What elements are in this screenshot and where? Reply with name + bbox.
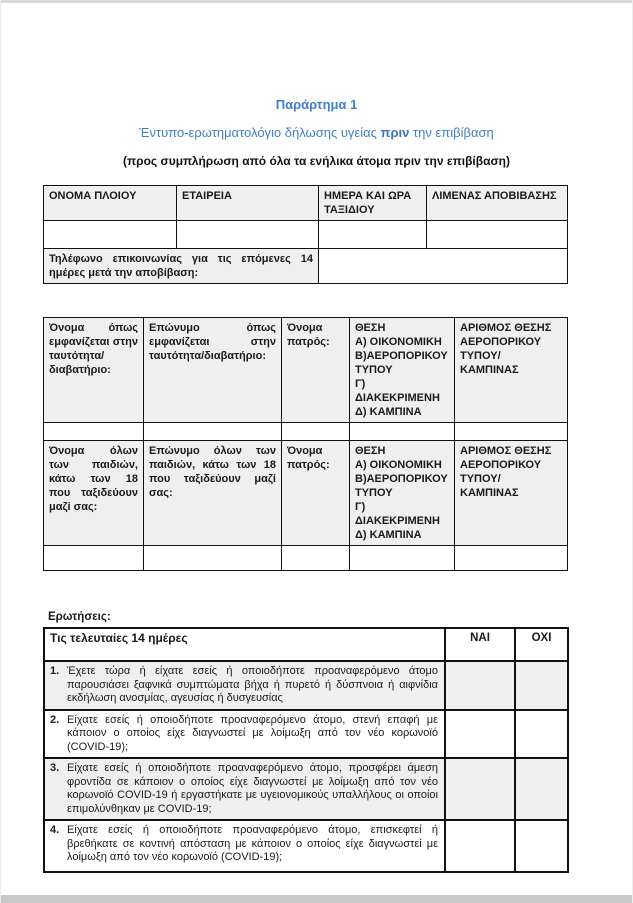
adult-father-name-label: Όνομα πατρός: [282, 318, 350, 423]
travel-datetime-input-cell[interactable] [319, 221, 427, 249]
questions-period-header: Τις τελευταίες 14 ημέρες [44, 628, 445, 661]
disembark-port-header: ΛΙΜΕΝΑΣ ΑΠΟΒΙΒΑΣΗΣ [427, 186, 568, 221]
adult-seat-number-label: ΑΡΙΘΜΟΣ ΘΕΣΗΣ ΑΕΡΟΠΟΡΙΚΟΥ ΤΥΠΟΥ/ ΚΑΜΠΙΝΑΣ [455, 318, 568, 423]
ship-name-header: ΟΝΟΜΑ ΠΛΟΙΟΥ [44, 186, 177, 221]
question-4-yes-cell[interactable] [445, 820, 515, 872]
yes-column-header: ΝΑΙ [445, 628, 515, 661]
seat-class-line: Δ) ΚΑΜΠΙΝΑ [355, 529, 422, 541]
children-seat-number-label: ΑΡΙΘΜΟΣ ΘΕΣΗΣ ΑΕΡΟΠΟΡΙΚΟΥ ΤΥΠΟΥ/ ΚΑΜΠΙΝΑΣ [455, 441, 568, 546]
page-top-edge [1, 0, 632, 3]
children-surname-label: Επώνυμο όλων των παιδιών, κάτω των 18 που ταξιδεύουν μαζί σας: [144, 441, 282, 546]
question-row-3 [44, 758, 568, 820]
children-father-name-input-cell[interactable] [282, 546, 350, 571]
company-input-cell[interactable] [177, 221, 319, 249]
question-row-1 [44, 661, 568, 710]
seat-class-line: Β)ΑΕΡΟΠΟΡΙΚΟΥ ΤΥΠΟΥ [355, 350, 448, 376]
adult-seat-number-input-cell[interactable] [455, 423, 568, 441]
adult-name-label: Όνομα όπως εμφανίζεται στην ταυτότητα/ διαβατήριο: [44, 318, 144, 423]
question-2-yes-cell[interactable] [445, 710, 515, 759]
children-name-label: Όνομα όλων των παιδιών, κάτω των 18 που ταξιδεύουν μαζί σας: [44, 441, 144, 546]
children-seat-number-input-cell[interactable] [455, 546, 568, 571]
questions-table [43, 627, 569, 873]
questions-section-label: Ερωτήσεις: [48, 611, 111, 623]
company-header: ΕΤΑΙΡΕΙΑ [177, 186, 319, 221]
question-1-text: Έχετε τώρα ή είχατε εσείς ή οποιοδήποτε προαναφερόμενο άτομο παρουσιάσει ξαφνικά συμπτώματα βήχα ή πυρετό ή δύσπνοια ή αιφνίδια εκδήλωση ανοσμίας, αγευσίας ή δυσγευσίας [67, 665, 438, 704]
trip-info-table [43, 185, 568, 284]
adult-header-row [44, 318, 568, 423]
disembark-port-input-cell[interactable] [427, 221, 568, 249]
children-header-row [44, 441, 568, 546]
trip-values-row [44, 221, 568, 249]
question-1-text-cell [44, 661, 445, 710]
question-row-4 [44, 820, 568, 872]
question-4-text-cell [44, 820, 445, 872]
page-bottom-edge [1, 895, 632, 903]
form-content [1, 0, 632, 873]
children-surname-input-cell[interactable] [144, 546, 282, 571]
adult-surname-label: Επώνυμο όπως εμφανίζεται στην ταυτότητα/διαβατήριο: [144, 318, 282, 423]
question-4-number: 4. [50, 824, 60, 836]
question-3-yes-cell[interactable] [445, 758, 515, 820]
subtitle-bold-word: πριν [380, 125, 410, 140]
seat-class-line: Α) ΟΙΚΟΝΟΜΙΚΗ [355, 336, 442, 348]
children-seat-class-input-cell[interactable] [350, 546, 455, 571]
question-2-text: Είχατε εσείς ή οποιοδήποτε προαναφερόμενο άτομο, στενή επαφή με κάποιον ο οποίος είχε διαγνωστεί με λοίμωξη από τον νέο κορωνοϊό (COVID-19); [67, 713, 438, 753]
annex-title: Παράρτημα 1 [275, 97, 358, 112]
contact-phone-label: Τηλέφωνο επικοινωνίας για τις επόμενες 14 ημέρες μετά την αποβίβαση: [44, 249, 319, 284]
children-name-input-cell[interactable] [44, 546, 144, 571]
children-values-row [44, 546, 568, 571]
form-subtitle [1, 125, 632, 140]
contact-phone-input-cell[interactable] [319, 249, 568, 284]
seat-class-line: Α) ΟΙΚΟΝΟΜΙΚΗ [355, 459, 442, 471]
children-father-name-label: Όνομα πατρός: [282, 441, 350, 546]
question-3-number: 3. [50, 762, 60, 774]
questions-header-row [44, 628, 568, 661]
question-4-no-cell[interactable] [515, 820, 568, 872]
question-row-2 [44, 710, 568, 759]
adult-seat-class-label [350, 318, 455, 423]
subtitle-suffix: την επιβίβαση [409, 125, 494, 140]
question-3-text: Είχατε εσείς ή οποιοδήποτε προαναφερόμενο άτομο, προσφέρει άμεση φροντίδα σε κάποιον ο οποίος είχε διαγνωστεί με λοίμωξη από τον νέο κορωνοϊό COVID-19 ή εργαστήκατε με υγειονομικούς υπαλλήλους οι οποίοι επιμολύνθηκαν με COVID-19; [67, 762, 438, 815]
adult-father-name-input-cell[interactable] [282, 423, 350, 441]
question-2-number: 2. [50, 713, 60, 726]
question-2-no-cell[interactable] [515, 710, 568, 759]
seat-class-line: Γ) ΔΙΑΚΕΚΡΙΜΕΝΗ [355, 378, 440, 404]
seat-class-line: ΘΕΣΗ [355, 322, 386, 334]
seat-class-line: Β)ΑΕΡΟΠΟΡΙΚΟΥ ΤΥΠΟΥ [355, 473, 448, 499]
seat-class-line: Γ) ΔΙΑΚΕΚΡΙΜΕΝΗ [355, 501, 440, 527]
adult-surname-input-cell[interactable] [144, 423, 282, 441]
subtitle-prefix: Έντυπο-ερωτηματολόγιο δήλωσης υγείας [139, 125, 381, 140]
question-1-yes-cell[interactable] [445, 661, 515, 710]
adult-name-input-cell[interactable] [44, 423, 144, 441]
trip-header-row [44, 186, 568, 221]
contact-phone-row [44, 249, 568, 284]
adult-values-row [44, 423, 568, 441]
question-3-no-cell[interactable] [515, 758, 568, 820]
seat-class-line: ΘΕΣΗ [355, 445, 386, 457]
no-column-header: ΟΧΙ [515, 628, 568, 661]
seat-class-line: Δ) ΚΑΜΠΙΝΑ [355, 406, 422, 418]
completion-note: (προς συμπλήρωση από όλα τα ενήλικα άτομα πριν την επιβίβαση) [122, 154, 510, 168]
question-1-number: 1. [50, 665, 60, 677]
passenger-details-table [43, 317, 568, 571]
children-seat-class-label [350, 441, 455, 546]
ship-name-input-cell[interactable] [44, 221, 177, 249]
question-4-text: Είχατε εσείς ή οποιοδήποτε προαναφερόμενο άτομο, επισκεφτεί ή βρεθήκατε σε κοντινή απόσταση με κάποιον ο οποίος είχε διαγνωστεί με λοίμωξη από τον νέο κορωνοϊό (COVID-19); [67, 824, 438, 863]
question-1-no-cell[interactable] [515, 661, 568, 710]
travel-datetime-header: ΗΜΕΡΑ ΚΑΙ ΩΡΑ ΤΑΞΙΔΙΟΥ [319, 186, 427, 221]
adult-seat-class-input-cell[interactable] [350, 423, 455, 441]
question-2-text-cell [44, 710, 445, 759]
question-3-text-cell [44, 758, 445, 820]
